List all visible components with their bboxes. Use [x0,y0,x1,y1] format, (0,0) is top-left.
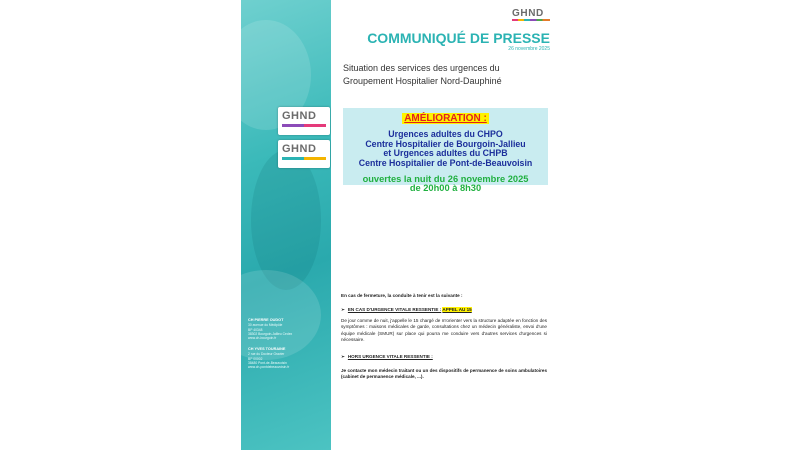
address-line: 38302 Bourgoin-Jallieu Cedex [248,332,293,336]
release-date: 26 novembre 2025 [508,46,550,52]
page-title: COMMUNIQUÉ DE PRESSE [367,30,550,46]
address-line: 30 avenue du Médipôle [248,323,283,328]
announcement-line: Centre Hospitalier de Bourgoin-Jallieu [365,138,526,149]
instructions [341,293,547,381]
call-15-highlight: APPEL AU 15 [442,307,472,313]
side-logo-2 [278,140,330,168]
announcement-hours [343,175,548,195]
decorative-shape [251,150,321,290]
instructions-intro: En cas de fermeture, la conduite à tenir est la suivante : [341,293,463,298]
header-logo-text: GHND [512,8,544,19]
side-logo-text: GHND [282,110,317,122]
address-line: www.ch-pontdebeauvoisin.fr [248,365,290,370]
address-block-1 [248,318,328,341]
header-logo-colorbar [512,19,550,21]
arrow-bullet-icon: ➢ [341,353,345,359]
announcement-label: AMÉLIORATION : [404,113,487,124]
address-line: BP 00002 [248,356,263,361]
address-line: 2 rue du Docteur Gravier [248,352,285,357]
case-non-vital-text: Je contacte mon médecin traitant ou un des dispositifs de permanence de soins ambulatoires (cabinet de permanence médicale, ...). [341,367,547,380]
case-vital-text: De jour comme de nuit, j'appelle le 15 chargé de m'orienter vers la structure adaptée en fonction des symptômes : maisons médicales de garde, consultations chez un médecin généraliste, envoi d'une équipe médicale (SMUR) sur place qui pourra me conduire vers d'autres services d'urgences si nécessaire. [341,317,547,343]
announcement-open-line: ouvertes la nuit du 26 novembre 2025 [362,173,529,184]
announcement-line: Urgences adultes du CHPO [388,129,503,139]
announcement-services [343,130,548,169]
side-logo-1 [278,107,330,135]
case-label: EN CAS D'URGENCE VITALE RESSENTIE : [347,307,442,313]
announcement-box [343,108,548,194]
side-logo-band [282,124,326,127]
subject-heading: Situation des services des urgences du Groupement Hospitalier Nord-Dauphiné [343,63,502,86]
address-line: BP 40348 [248,327,263,332]
address-block-2 [248,347,328,370]
announcement-line: Centre Hospitalier de Pont-de-Beauvoisin [358,158,533,169]
arrow-bullet-icon: ➢ [341,307,345,313]
case-non-vital [341,354,547,360]
announcement-open-line: de 20h00 à 8h30 [409,183,482,194]
side-logo-band [282,157,326,160]
address-line: 38480 Pont-de-Beauvoisin [248,361,287,365]
left-photo-panel [241,0,331,450]
header-logo [512,8,554,24]
press-release-page [241,0,559,450]
case-vital-emergency [341,307,547,313]
side-logo-text: GHND [282,143,317,155]
announcement-line: et Urgences adultes du CHPB [383,148,508,159]
address-name: CH PIERRE OUDOT [248,318,284,322]
address-name: CH YVES TOURAINE [248,347,286,351]
address-line: www.ch-bourgoin.fr [248,336,277,341]
case-label: HORS URGENCE VITALE RESSENTIE : [347,353,433,359]
